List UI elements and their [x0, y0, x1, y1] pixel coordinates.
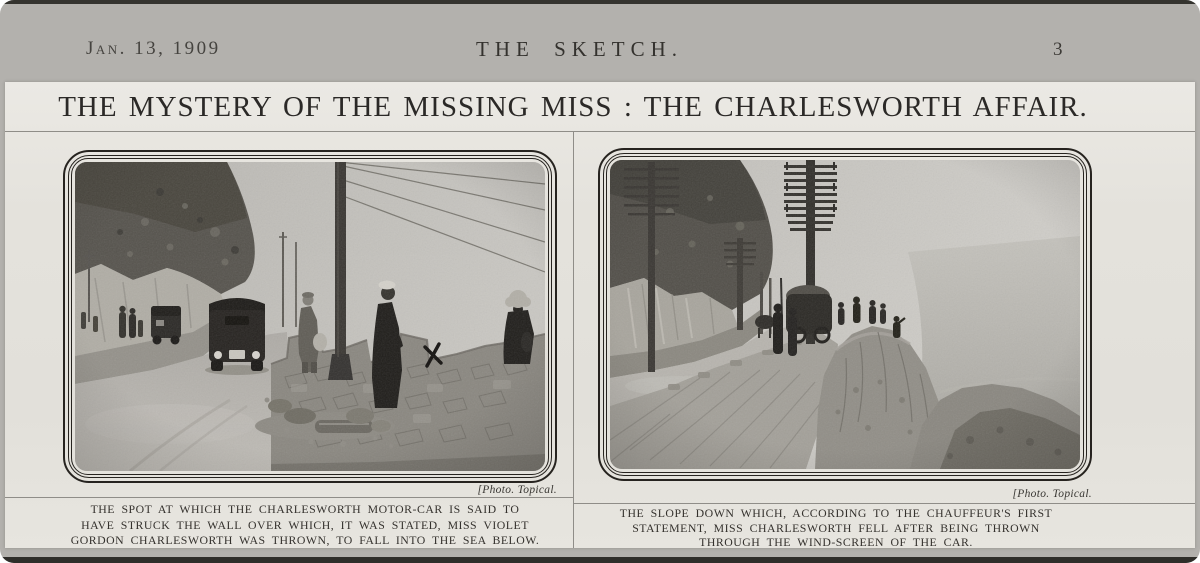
left-photo [75, 162, 545, 471]
right-photo-illustration [610, 160, 1080, 469]
right-frame-mid-rule [603, 153, 1087, 476]
right-photo [610, 160, 1080, 469]
column-divider [573, 132, 574, 548]
left-frame-mid-rule [68, 155, 552, 478]
left-frame-inner-rule [71, 158, 549, 475]
caption-line: THE SPOT AT WHICH THE CHARLESWORTH MOTOR-CAR IS SAID TO [90, 502, 520, 516]
right-photo-frame [598, 148, 1092, 481]
caption-line: GORDON CHARLESWORTH WAS THROWN, TO FALL INTO THE SEA BELOW. [70, 533, 540, 547]
left-photo-illustration [75, 162, 545, 471]
caption-line: THE SLOPE DOWN WHICH, ACCORDING TO THE CHAUFFEUR'S FIRST [619, 506, 1053, 520]
left-photo-caption [59, 502, 551, 549]
right-frame-inner-rule [606, 156, 1084, 473]
right-photo-caption [583, 506, 1089, 550]
publication-title: THE SKETCH. [476, 37, 683, 61]
headline-rule [5, 131, 1195, 132]
page-number: 3 [1053, 39, 1063, 60]
right-caption-rule [574, 503, 1195, 504]
article-clipping [5, 82, 1195, 548]
caption-line: THROUGH THE WIND-SCREEN OF THE CAR. [699, 535, 973, 549]
caption-line: HAVE STRUCK THE WALL OVER WHICH, IT WAS STATED, MISS VIOLET [81, 517, 529, 532]
right-photo-credit: [Photo. Topical. [1012, 488, 1092, 500]
issue-date: Jan. 13, 1909 [86, 38, 221, 59]
left-photo-frame [63, 150, 557, 483]
left-photo-credit: [Photo. Topical. [477, 484, 557, 496]
left-caption-rule [5, 497, 573, 498]
scan-edge-bottom [0, 557, 1200, 563]
caption-line: STATEMENT, MISS CHARLESWORTH FELL AFTER BEING THROWN [632, 520, 1040, 535]
article-headline: THE MYSTERY OF THE MISSING MISS : THE CHARLESWORTH AFFAIR. [58, 91, 1088, 123]
masthead [0, 4, 1200, 82]
